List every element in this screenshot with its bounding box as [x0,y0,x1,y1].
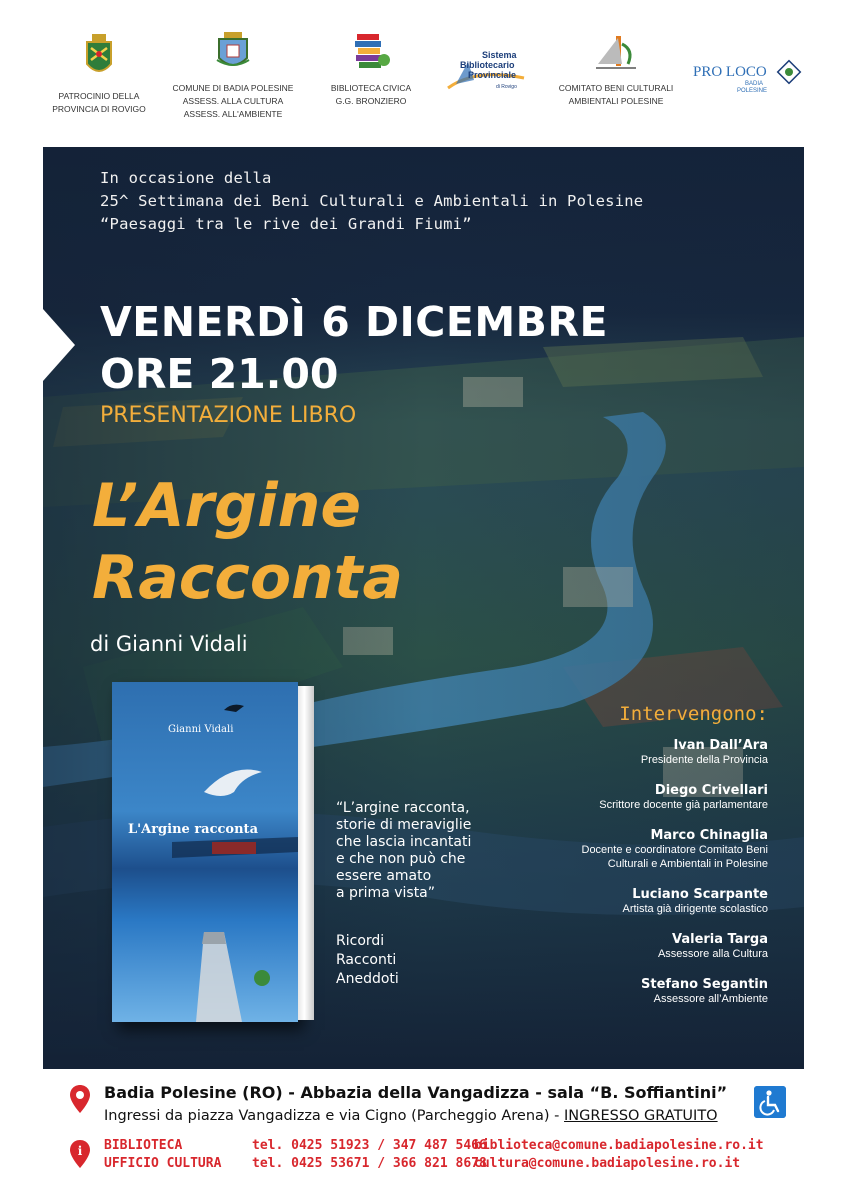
book-spine [298,686,314,1020]
sponsor-logos [0,0,848,140]
quote-line: che lascia incantati [336,834,472,850]
book-author: di Gianni Vidali [90,632,248,656]
contact-emails [474,1137,764,1173]
logo-label: AMBIENTALI POLESINE [568,96,664,106]
access-info: Ingressi da piazza Vangadizza e via Cigno (Parcheggio Arena) - [104,1108,565,1124]
speaker-item [468,932,768,977]
svg-text:BADIA: BADIA [745,81,764,87]
speakers-heading: Intervengono: [619,703,768,725]
svg-text:di Rovigo: di Rovigo [496,84,517,90]
speaker-name: Diego Crivellari [654,783,768,798]
speaker-name: Luciano Scarpante [632,887,768,902]
book-title-line: L’Argine [92,471,362,541]
logo-provincia-rovigo [52,30,146,116]
speakers-list [468,738,768,1022]
logo-pro-loco [693,58,803,98]
speaker-item [468,887,768,932]
speaker-role: Artista già dirigente scolastico [622,903,768,915]
book-cover-image [112,682,312,1022]
svg-text:Sistema: Sistema [482,50,517,60]
wheelchair-accessible-icon [754,1086,786,1118]
speaker-item [468,738,768,783]
svg-text:POLESINE: POLESINE [737,88,768,94]
provincia-rovigo-crest-icon [82,30,116,82]
book-title-line: Racconta [92,543,403,613]
speaker-item [468,977,768,1022]
comune-badia-crest-icon [215,30,251,74]
contact-office: UFFICIO CULTURA [104,1156,222,1171]
pro-loco-logo [693,58,803,94]
logo-biblioteca-civica [328,30,414,108]
svg-text:PRO LOCO: PRO LOCO [693,64,767,80]
contact-phone[interactable]: tel. 0425 53671 / 366 821 8678 [252,1156,487,1171]
speaker-name: Valeria Targa [671,932,768,947]
quote-line: a prima vista” [336,885,436,901]
comitato-beni-culturali-logo [594,30,638,74]
speaker-role: Assessore all’Ambiente [653,993,768,1005]
logo-label: G.G. BRONZIERO [335,96,407,106]
logo-label: COMUNE DI BADIA POLESINE [172,83,294,93]
logo-comitato-beni-culturali [556,30,676,108]
quote-line: “L’argine racconta, [336,800,470,816]
speaker-item [468,828,768,887]
quote-line: storie di meraviglie [336,817,472,833]
speaker-role: Presidente della Provincia [640,754,768,766]
speaker-role: Culturali e Ambientali in Polesine [607,857,768,870]
info-marker-icon [70,1140,90,1168]
book-front [112,682,298,1022]
book-tags [336,932,399,989]
speaker-role: Docente e coordinatore Comitato Beni [581,844,768,856]
speaker-role: Assessore alla Cultura [657,948,768,960]
contact-offices [104,1137,221,1173]
quote-line: e che non può che [336,851,466,867]
svg-text:Provinciale: Provinciale [468,70,517,80]
svg-text:Bibliotecario: Bibliotecario [460,60,515,70]
occasion-text [100,167,643,236]
event-time: ORE 21.00 [100,350,339,398]
logo-comune-badia [172,30,294,121]
event-date: VENERDÌ 6 DICEMBRE [100,298,609,346]
books-stack-icon [351,30,391,74]
logo-label: ASSESS. ALL'AMBIENTE [183,109,283,119]
occasion-line: 25^ Settimana dei Beni Culturali e Ambientali in Polesine [100,192,644,210]
book-title [92,470,403,614]
book-quote [336,800,471,902]
tag: Racconti [336,952,397,968]
sistema-bibliotecario-logo [446,48,526,96]
location-pin-icon [70,1085,90,1113]
tag: Aneddoti [336,971,399,987]
book-cover-author: Gianni Vidali [168,724,234,735]
tag: Ricordi [336,933,385,949]
logo-label: PATROCINIO DELLA [58,91,140,101]
panel-notch [43,309,75,381]
speaker-item [468,783,768,828]
contact-phones [252,1137,487,1173]
occasion-line: “Paesaggi tra le rive dei Grandi Fiumi” [100,215,472,233]
speaker-name: Stefano Segantin [641,977,768,992]
venue-address: Badia Polesine (RO) - Abbazia della Vangadizza - sala “B. Soffiantini” [104,1083,728,1102]
logo-sistema-bibliotecario [446,48,526,100]
logo-label: COMITATO BENI CULTURALI [558,83,674,93]
venue-access [104,1108,718,1124]
logo-label: PROVINCIA DI ROVIGO [52,104,146,114]
contact-phone[interactable]: tel. 0425 51923 / 347 487 5466 [252,1138,487,1153]
contact-email[interactable]: biblioteca@comune.badiapolesine.ro.it [474,1138,764,1153]
contact-email[interactable]: cultura@comune.badiapolesine.ro.it [474,1156,741,1171]
speaker-name: Ivan Dall’Ara [673,738,768,753]
free-entry-label: INGRESSO GRATUITO [564,1108,718,1124]
speaker-role: Scrittore docente già parlamentare [599,799,768,811]
logo-label: ASSESS. ALLA CULTURA [182,96,284,106]
book-cover-title: L'Argine racconta [128,822,258,837]
contact-office: BIBLIOTECA [104,1138,183,1153]
quote-line: essere amato [336,868,432,884]
logo-label: BIBLIOTECA CIVICA [330,83,412,93]
occasion-line: In occasione della [100,169,272,187]
svg-text:i: i [77,1144,83,1158]
speaker-name: Marco Chinaglia [650,828,768,843]
event-type: PRESENTAZIONE LIBRO [100,403,357,428]
